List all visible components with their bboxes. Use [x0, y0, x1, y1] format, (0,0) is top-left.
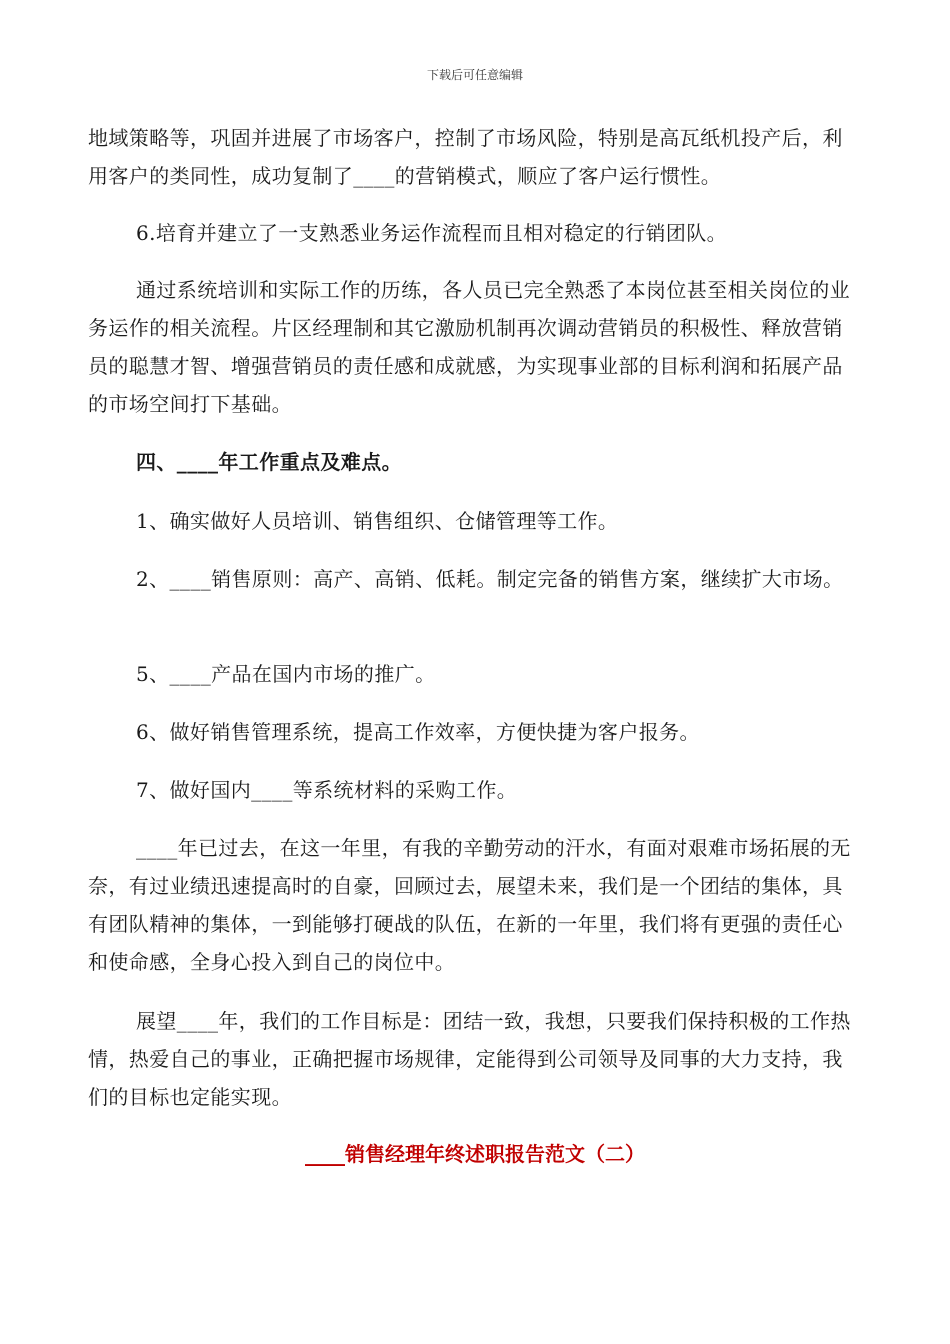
paragraph-year-review: ____年已过去，在这一年里，有我的辛勤劳动的汗水，有面对艰难市场拓展的无奈，有过业绩迅速提高时的自豪，回顾过去，展望未来，我们是一个团结的集体，具有团队精神的集体，一到能够打硬战的队伍，在新的一年里，我们将有更强的责任心和使命感，全身心投入到自己的岗位中。 — [88, 836, 851, 974]
list-item-7: 7、做好国内____等系统材料的采购工作。 — [136, 778, 518, 802]
section-heading-4: 四、____年工作重点及难点。 — [136, 450, 402, 474]
page-header: 下载后可任意编辑 — [426, 68, 523, 82]
section-title: ____销售经理年终述职报告范文（二） — [305, 1142, 645, 1166]
paragraph-continuation: 地域策略等，巩固并进展了市场客户，控制了市场风险，特别是高瓦纸机投产后，利用客户的类同性，成功复制了____的营销模式，顺应了客户运行惯性。 — [88, 126, 843, 188]
list-item-6: 6、做好销售管理系统，提高工作效率，方便快捷为客户报务。 — [136, 720, 700, 744]
paragraph-item-6: 6.培育并建立了一支熟悉业务运作流程而且相对稳定的行销团队。 — [136, 221, 728, 245]
paragraph-outlook: 展望____年，我们的工作目标是：团结一致，我想，只要我们保持积极的工作热情，热爱自己的事业，正确把握市场规律，定能得到公司领导及同事的大力支持，我们的目标也定能实现。 — [88, 1009, 851, 1109]
paragraph-team-training: 通过系统培训和实际工作的历练，各人员已完全熟悉了本岗位甚至相关岗位的业务运作的相关流程。片区经理制和其它激励机制再次调动营销员的积极性、释放营销员的聪慧才智、增强营销员的责任感和成就感，为实现事业部的目标利润和拓展产品的市场空间打下基础。 — [88, 278, 850, 416]
list-item-1: 1、确实做好人员培训、销售组织、仓储管理等工作。 — [136, 509, 619, 533]
list-item-2: 2、____销售原则：高产、高销、低耗。制定完备的销售方案，继续扩大市场。 — [136, 567, 844, 591]
list-item-5: 5、____产品在国内市场的推广。 — [136, 662, 436, 686]
